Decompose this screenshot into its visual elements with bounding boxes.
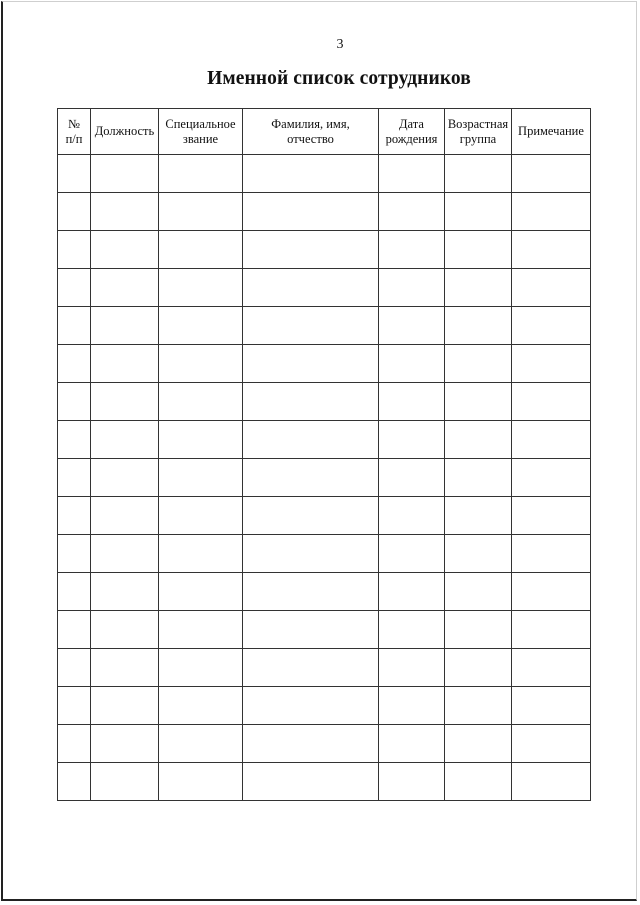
table-row	[58, 459, 591, 497]
table-cell	[445, 763, 512, 801]
table-cell	[379, 383, 445, 421]
table-cell	[159, 421, 243, 459]
table-cell	[379, 155, 445, 193]
table-cell	[58, 687, 91, 725]
table-cell	[58, 345, 91, 383]
table-cell	[379, 497, 445, 535]
table-cell	[159, 231, 243, 269]
table-cell	[243, 193, 379, 231]
table-cell	[512, 763, 591, 801]
table-cell	[512, 687, 591, 725]
table-cell	[243, 611, 379, 649]
table-cell	[512, 193, 591, 231]
table-cell	[58, 573, 91, 611]
header-number: № п/п	[58, 109, 91, 155]
table-cell	[445, 155, 512, 193]
table-cell	[379, 307, 445, 345]
table-cell	[243, 269, 379, 307]
table-cell	[512, 383, 591, 421]
table-row	[58, 687, 591, 725]
table-cell	[58, 193, 91, 231]
table-header-row	[58, 109, 591, 155]
table-cell	[379, 535, 445, 573]
table-cell	[58, 307, 91, 345]
table-cell	[159, 497, 243, 535]
table-cell	[445, 307, 512, 345]
table-cell	[91, 573, 159, 611]
table-cell	[243, 307, 379, 345]
table-row	[58, 155, 591, 193]
table-cell	[58, 383, 91, 421]
table-cell	[159, 763, 243, 801]
table-cell	[58, 497, 91, 535]
table-cell	[58, 421, 91, 459]
table-cell	[243, 573, 379, 611]
table-cell	[159, 535, 243, 573]
table-cell	[379, 193, 445, 231]
table-cell	[91, 611, 159, 649]
table-cell	[58, 763, 91, 801]
table-row	[58, 611, 591, 649]
table-cell	[159, 193, 243, 231]
table-cell	[445, 193, 512, 231]
table-cell	[379, 269, 445, 307]
table-cell	[445, 573, 512, 611]
table-cell	[159, 725, 243, 763]
table-cell	[159, 269, 243, 307]
table-cell	[243, 725, 379, 763]
table-cell	[445, 231, 512, 269]
table-cell	[445, 345, 512, 383]
table-cell	[445, 725, 512, 763]
table-cell	[58, 231, 91, 269]
table-cell	[91, 535, 159, 573]
table-cell	[159, 649, 243, 687]
table-cell	[445, 421, 512, 459]
table-cell	[243, 459, 379, 497]
table-body	[58, 155, 591, 801]
table-cell	[512, 725, 591, 763]
table-cell	[243, 649, 379, 687]
table-cell	[445, 649, 512, 687]
table-cell	[243, 687, 379, 725]
header-note: Примечание	[512, 109, 591, 155]
table-row	[58, 763, 591, 801]
table-cell	[159, 573, 243, 611]
table-cell	[445, 269, 512, 307]
table-cell	[379, 649, 445, 687]
header-special-rank: Специальное звание	[159, 109, 243, 155]
table-cell	[512, 459, 591, 497]
table-cell	[243, 383, 379, 421]
employee-list-table	[57, 108, 591, 801]
table-cell	[58, 459, 91, 497]
table-cell	[91, 307, 159, 345]
table-cell	[91, 459, 159, 497]
table-row	[58, 345, 591, 383]
table-row	[58, 231, 591, 269]
table-row	[58, 421, 591, 459]
table-cell	[159, 611, 243, 649]
table-row	[58, 497, 591, 535]
table-cell	[91, 231, 159, 269]
table-row	[58, 649, 591, 687]
table-cell	[159, 155, 243, 193]
table-cell	[91, 687, 159, 725]
table-cell	[243, 763, 379, 801]
table-cell	[445, 687, 512, 725]
table-cell	[445, 459, 512, 497]
header-position: Должность	[91, 109, 159, 155]
table-cell	[379, 573, 445, 611]
table-cell	[159, 459, 243, 497]
page-title: Именной список сотрудников	[207, 68, 471, 89]
table-cell	[445, 611, 512, 649]
table-row	[58, 383, 591, 421]
table-row	[58, 193, 591, 231]
table-cell	[91, 725, 159, 763]
table-cell	[445, 535, 512, 573]
table-cell	[58, 269, 91, 307]
table-cell	[445, 497, 512, 535]
table-cell	[159, 345, 243, 383]
page-number: 3	[336, 37, 344, 52]
table-cell	[512, 611, 591, 649]
table-cell	[379, 421, 445, 459]
table-cell	[159, 307, 243, 345]
table-cell	[91, 155, 159, 193]
table-cell	[243, 231, 379, 269]
table-cell	[379, 459, 445, 497]
table-cell	[512, 535, 591, 573]
table-cell	[58, 155, 91, 193]
table-cell	[91, 383, 159, 421]
table-cell	[91, 649, 159, 687]
table-cell	[58, 535, 91, 573]
table-row	[58, 535, 591, 573]
table-cell	[243, 155, 379, 193]
table-cell	[379, 763, 445, 801]
table-cell	[512, 573, 591, 611]
table-cell	[91, 193, 159, 231]
table-cell	[379, 725, 445, 763]
table-cell	[91, 763, 159, 801]
header-full-name: Фамилия, имя, отчество	[243, 109, 379, 155]
table-row	[58, 269, 591, 307]
table-cell	[512, 155, 591, 193]
table-cell	[379, 345, 445, 383]
table-row	[58, 307, 591, 345]
header-age-group: Возрастная группа	[445, 109, 512, 155]
table-cell	[512, 421, 591, 459]
table-cell	[379, 611, 445, 649]
table-cell	[58, 725, 91, 763]
table-cell	[379, 231, 445, 269]
table-cell	[445, 383, 512, 421]
table-cell	[243, 535, 379, 573]
table-cell	[91, 421, 159, 459]
table-cell	[512, 231, 591, 269]
table-cell	[512, 345, 591, 383]
table-cell	[159, 383, 243, 421]
header-birth-date: Дата рождения	[379, 109, 445, 155]
table-cell	[512, 649, 591, 687]
table-cell	[58, 649, 91, 687]
table-cell	[159, 687, 243, 725]
table-cell	[243, 345, 379, 383]
table-row	[58, 725, 591, 763]
table-row	[58, 573, 591, 611]
table-cell	[512, 307, 591, 345]
table-cell	[243, 421, 379, 459]
table-cell	[243, 497, 379, 535]
table-cell	[91, 345, 159, 383]
table-cell	[512, 269, 591, 307]
table-cell	[91, 497, 159, 535]
table-cell	[58, 611, 91, 649]
table-cell	[91, 269, 159, 307]
table-cell	[379, 687, 445, 725]
table-cell	[512, 497, 591, 535]
